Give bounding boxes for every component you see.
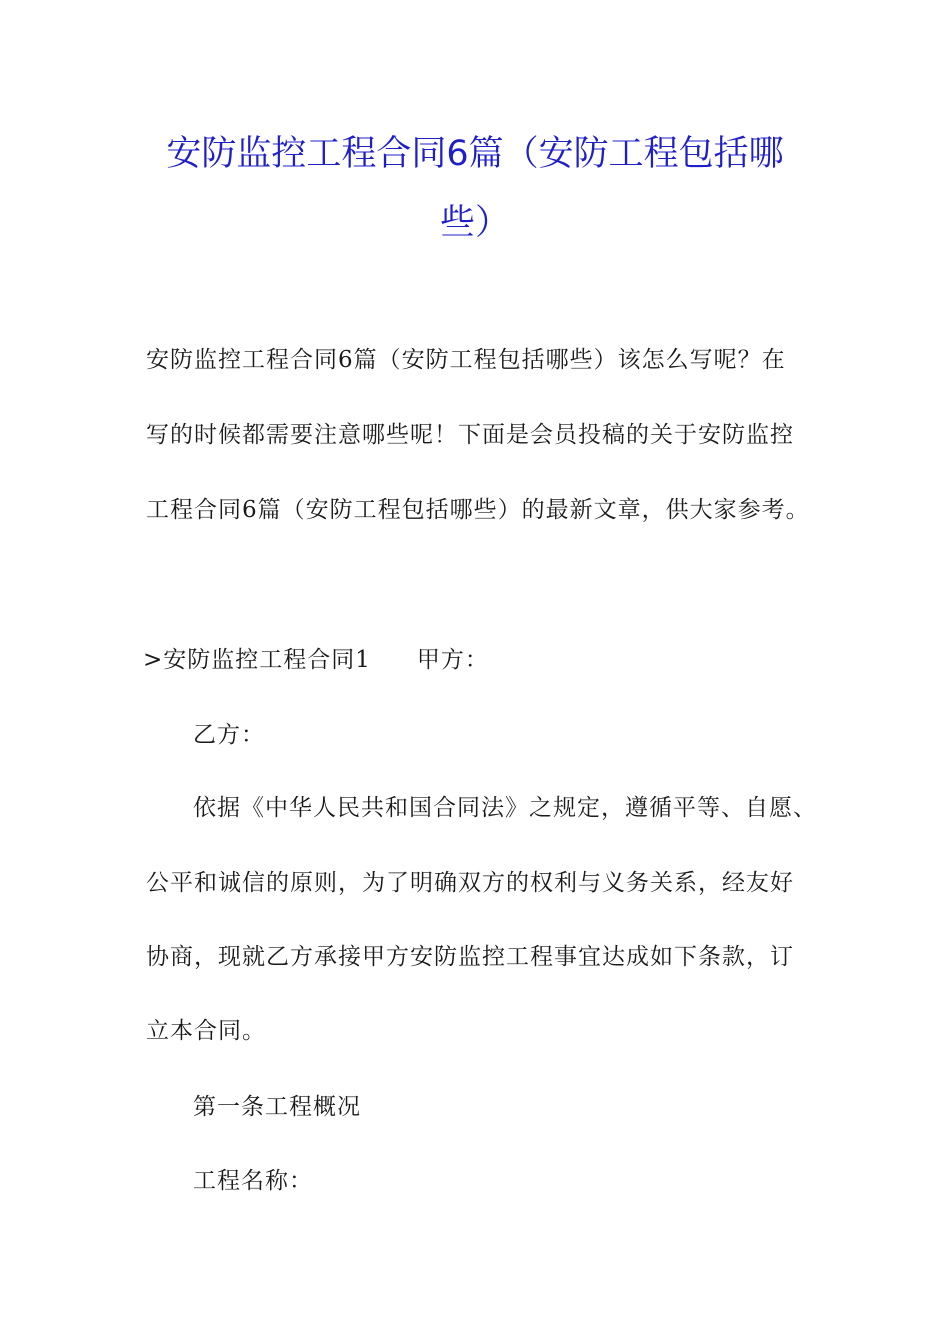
body-line-2: 公平和诚信的原则，为了明确双方的权利与义务关系，经友好 bbox=[146, 870, 794, 896]
body-line-1: 依据《中华人民共和国合同法》之规定，遵循平等、自愿、 bbox=[193, 795, 817, 821]
project-name-label: 工程名称： bbox=[193, 1168, 313, 1194]
document-title-line-2: 些） bbox=[439, 203, 510, 243]
section-heading-row bbox=[143, 645, 489, 675]
document-title-line-1: 安防监控工程合同6篇（安防工程包括哪 bbox=[166, 134, 784, 174]
intro-line-3: 工程合同6篇（安防工程包括哪些）的最新文章，供大家参考。 bbox=[146, 497, 810, 523]
body-line-3: 协商，现就乙方承接甲方安防监控工程事宜达成如下条款，订 bbox=[146, 944, 794, 970]
intro-line-2: 写的时候都需要注意哪些呢！下面是会员投稿的关于安防监控 bbox=[146, 422, 794, 448]
body-line-4: 立本合同。 bbox=[146, 1018, 266, 1044]
section-heading: >安防监控工程合同1 bbox=[143, 647, 371, 673]
party-a-label: 甲方： bbox=[416, 647, 489, 673]
party-b-label: 乙方： bbox=[193, 722, 265, 748]
intro-line-1: 安防监控工程合同6篇（安防工程包括哪些）该怎么写呢？在 bbox=[146, 347, 786, 373]
article-heading: 第一条工程概况 bbox=[193, 1094, 361, 1120]
